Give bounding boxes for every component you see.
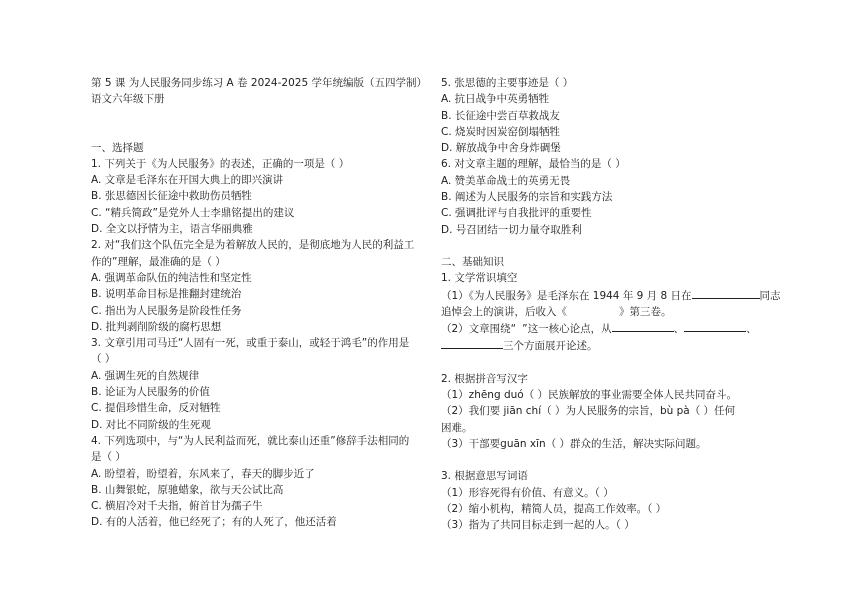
option-c: C. 提倡珍惜生命，反对牺牲: [91, 402, 221, 415]
answer-blank[interactable]: [684, 320, 746, 332]
pinyin-to-hanzi: [441, 371, 776, 452]
option-c: C. “精兵简政”是党外人士李鼎铭提出的建议: [91, 206, 295, 219]
subsection-title: 1. 文学常识填空: [441, 272, 518, 285]
question-4: [91, 433, 416, 531]
option-c: C. 横眉冷对千夫指，俯首甘为孺子牛: [91, 500, 263, 513]
option-b: B. 论证为人民服务的价值: [91, 386, 210, 399]
option-c: C. 烧炭时因炭窑倒塌牺牲: [441, 125, 561, 138]
question-stem: 2. 对“我们这个队伍完全是为着解放人民的，是彻底地为人民的利益工作的”理解，最准确的是（ ）: [91, 239, 415, 268]
question-stem: 3. 文章引用司马迁“人固有一死，或重于泰山，或轻于鸿毛”的作用是（ ）: [91, 337, 410, 366]
fill-text: ”这一核心论点，从: [522, 323, 612, 336]
question-stem: 6. 对文章主题的理解，最恰当的是（ ）: [441, 158, 626, 171]
option-b: B. 阐述为人民服务的宗旨和实践方法: [441, 191, 613, 204]
subsection-title: 3. 根据意思写词语: [441, 470, 528, 483]
option-a: A. 强调生死的自然规律: [91, 369, 200, 382]
pinyin-line: （3）干部要guān xīn（ ）群众的生活，解决实际问题。: [441, 437, 707, 450]
question-stem: 5. 张思德的主要事迹是（ ）: [441, 77, 574, 89]
question-2: [91, 237, 416, 335]
spacer: [91, 108, 416, 140]
option-a: A. 赞美革命战士的英勇无畏: [441, 174, 571, 187]
pinyin-line: 困难。: [441, 421, 473, 434]
doc-title-line1: 第 5 课 为人民服务同步练习 A 卷 2024-2025 学年统编版（五四学制）: [91, 77, 427, 89]
question-3: [91, 335, 416, 433]
option-a: A. 盼望着，盼望着，东风来了，春天的脚步近了: [91, 467, 315, 480]
option-d: D. 批判剥削阶级的腐朽思想: [91, 320, 222, 333]
option-a: A. 抗日战争中英勇牺牲: [441, 93, 550, 106]
fill-text: 三个方面展开论述。: [503, 340, 598, 353]
question-stem: 4. 下列选项中，与“为人民利益而死，就比泰山还重”修辞手法相同的是（ ）: [91, 434, 410, 464]
question-1: [91, 156, 416, 237]
meaning-line: （2）缩小机构，精简人员，提高工作效率。（ ）: [441, 502, 667, 515]
fill-text: 同志: [759, 289, 781, 302]
fill-blank-literature: [441, 270, 781, 354]
fill-text: 、: [746, 323, 757, 336]
pinyin-line: （2）我们要 jiān chí（ ）为人民服务的宗旨，bù pà（ ）任何: [441, 405, 736, 418]
spacer: [441, 355, 776, 371]
right-column: [441, 75, 781, 533]
answer-blank[interactable]: [612, 320, 674, 332]
option-a: A. 强调革命队伍的纯洁性和坚定性: [91, 271, 252, 284]
option-b: B. 山舞银蛇，原驰蜡象，欲与天公试比高: [91, 483, 284, 496]
meaning-line: （1）形容死得有价值、有意义。（ ）: [441, 486, 614, 499]
option-d: D. 对比不同阶级的生死观: [91, 418, 211, 431]
subsection-title: 2. 根据拼音写汉字: [441, 372, 528, 385]
fill-text: 、: [673, 323, 685, 336]
doc-title-line2: 语文六年级下册: [91, 93, 165, 106]
meaning-to-words: [441, 468, 776, 533]
question-6: [441, 156, 776, 237]
meaning-line: （3）指为了共同目标走到一起的人。（ ）: [441, 519, 635, 532]
option-c: C. 指出为人民服务是阶段性任务: [91, 304, 242, 317]
fill-text: （1）《为人民服务》是毛泽东在 1944 年 9 月 8 日在: [441, 289, 692, 302]
answer-blank[interactable]: [692, 287, 760, 299]
spacer: [441, 238, 776, 254]
spacer: [441, 452, 776, 468]
option-d: D. 号召团结一切力量夺取胜利: [441, 223, 582, 236]
option-a: A. 文章是毛泽东在开国大典上的即兴演讲: [91, 174, 284, 187]
fill-line: [441, 337, 776, 354]
question-5: [441, 75, 776, 156]
fill-line: [441, 304, 776, 320]
fill-text: 追悼会上的演讲，后收入《: [441, 305, 567, 318]
section1-heading: 一、选择题: [91, 141, 144, 154]
fill-text: （2）文章围绕“: [441, 323, 517, 336]
fill-line: [441, 320, 776, 337]
answer-blank[interactable]: [441, 337, 503, 349]
pinyin-line: （1）zhēng duó（ ）民族解放的事业需要全体人民共同奋斗。: [441, 389, 738, 402]
fill-text: 》第三卷。: [619, 305, 672, 318]
option-b: B. 说明革命目标是推翻封建统治: [91, 288, 242, 301]
fill-line: [441, 287, 781, 304]
option-c: C. 强调批评与自我批评的重要性: [441, 207, 592, 220]
option-b: B. 长征途中尝百草救战友: [441, 109, 560, 122]
option-d: D. 解放战争中舍身炸碉堡: [441, 142, 561, 155]
left-column: [91, 75, 427, 531]
question-stem: 1. 下列关于《为人民服务》的表述，正确的一项是（ ）: [91, 157, 350, 170]
option-b: B. 张思德因长征途中救助伤员牺牲: [91, 190, 252, 203]
option-d: D. 有的人活着，他已经死了；有的人死了，他还活着: [91, 516, 337, 529]
option-d: D. 全文以抒情为主，语言华丽典雅: [91, 223, 253, 236]
section2-heading: 二、基础知识: [441, 255, 504, 268]
